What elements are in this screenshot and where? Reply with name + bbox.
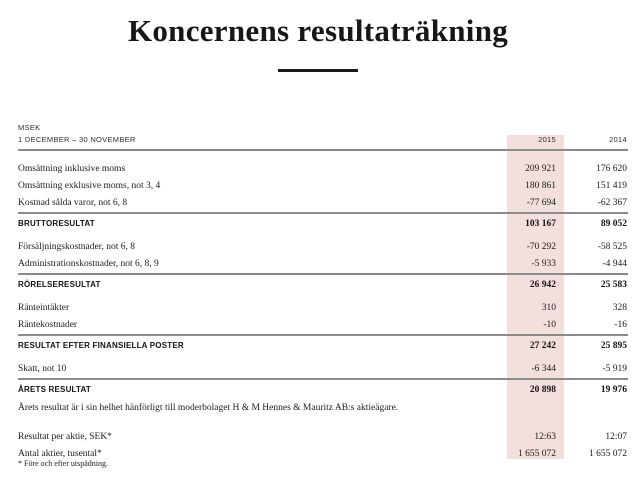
value-2015: 180 861	[525, 181, 556, 191]
row-label: Omsättning inklusive moms	[18, 164, 126, 174]
total-row	[18, 334, 628, 356]
table-row	[18, 178, 628, 195]
table-row	[18, 361, 628, 378]
row-label: Antal aktier, tusental*	[18, 449, 102, 459]
value-2014: 25 583	[600, 280, 627, 290]
value-2014: -58 525	[597, 242, 627, 252]
table-row	[18, 256, 628, 273]
row-label: BRUTTORESULTAT	[18, 219, 95, 228]
value-2014: -16	[614, 320, 627, 330]
row-label: Årets resultat är i sin helhet hänförligt till moderbolaget H & M Hennes & Mauritz AB:s aktieägare.	[18, 403, 399, 413]
table-row	[18, 429, 628, 446]
table-row	[18, 195, 628, 212]
row-label: ÅRETS RESULTAT	[18, 385, 92, 394]
value-2015: 27 242	[529, 341, 556, 351]
total-row	[18, 378, 628, 400]
value-2014: 12:07	[605, 432, 627, 442]
row-label: RESULTAT EFTER FINANSIELLA POSTER	[18, 341, 184, 350]
value-2015: 103 167	[525, 219, 556, 229]
value-2015: -10	[543, 320, 556, 330]
value-2014: 176 620	[596, 164, 627, 174]
table-row	[18, 239, 628, 256]
table-row	[18, 161, 628, 178]
value-2015: 209 921	[525, 164, 556, 174]
value-2015: 12:63	[534, 432, 556, 442]
row-label: RÖRELSERESULTAT	[18, 280, 101, 289]
row-label: Skatt, not 10	[18, 364, 67, 374]
row-label: Kostnad sålda varor, not 6, 8	[18, 198, 128, 208]
total-row	[18, 273, 628, 295]
value-2015: 26 942	[529, 280, 556, 290]
row-label: Försäljningskostnader, not 6, 8	[18, 242, 136, 252]
total-row	[18, 212, 628, 234]
row-label: Resultat per aktie, SEK*	[18, 432, 112, 442]
spacer	[18, 417, 628, 429]
row-label: Räntekostnader	[18, 320, 78, 330]
value-2015: -70 292	[526, 242, 556, 252]
value-2014: -4 944	[602, 259, 627, 269]
column-header-2015: 2015	[538, 135, 556, 144]
value-2014: 328	[612, 303, 627, 313]
row-label: Omsättning exklusive moms, not 3, 4	[18, 181, 161, 191]
table-rows	[18, 151, 628, 463]
row-label: Ränteintäkter	[18, 303, 70, 313]
value-2015: 20 898	[529, 385, 556, 395]
table-header	[18, 122, 628, 151]
value-2015: 1 655 072	[518, 449, 556, 459]
value-2015: -77 694	[526, 198, 556, 208]
value-2014: -5 919	[602, 364, 627, 374]
footnote: * Före och efter utspädning.	[18, 459, 108, 468]
value-2015: -5 933	[531, 259, 556, 269]
value-2014: 25 895	[600, 341, 627, 351]
period-label: 1 DECEMBER – 30 NOVEMBER	[18, 135, 136, 144]
value-2014: 151 419	[596, 181, 627, 191]
page-title: Koncernens resultaträkning	[127, 13, 509, 48]
header-row	[18, 133, 628, 151]
title-divider	[278, 69, 358, 72]
value-2014: 1 655 072	[589, 449, 627, 459]
column-header-2014: 2014	[609, 135, 627, 144]
value-2014: -62 367	[597, 198, 627, 208]
value-2014: 89 052	[600, 219, 627, 229]
table-row	[18, 317, 628, 334]
row-label: Administrationskostnader, not 6, 8, 9	[18, 259, 159, 269]
unit-label: MSEK	[18, 123, 41, 132]
value-2015: -6 344	[531, 364, 556, 374]
note-row	[18, 400, 628, 417]
value-2014: 19 976	[600, 385, 627, 395]
income-statement-table	[18, 122, 628, 463]
table-row	[18, 300, 628, 317]
table-row	[18, 446, 628, 463]
value-2015: 310	[541, 303, 556, 313]
